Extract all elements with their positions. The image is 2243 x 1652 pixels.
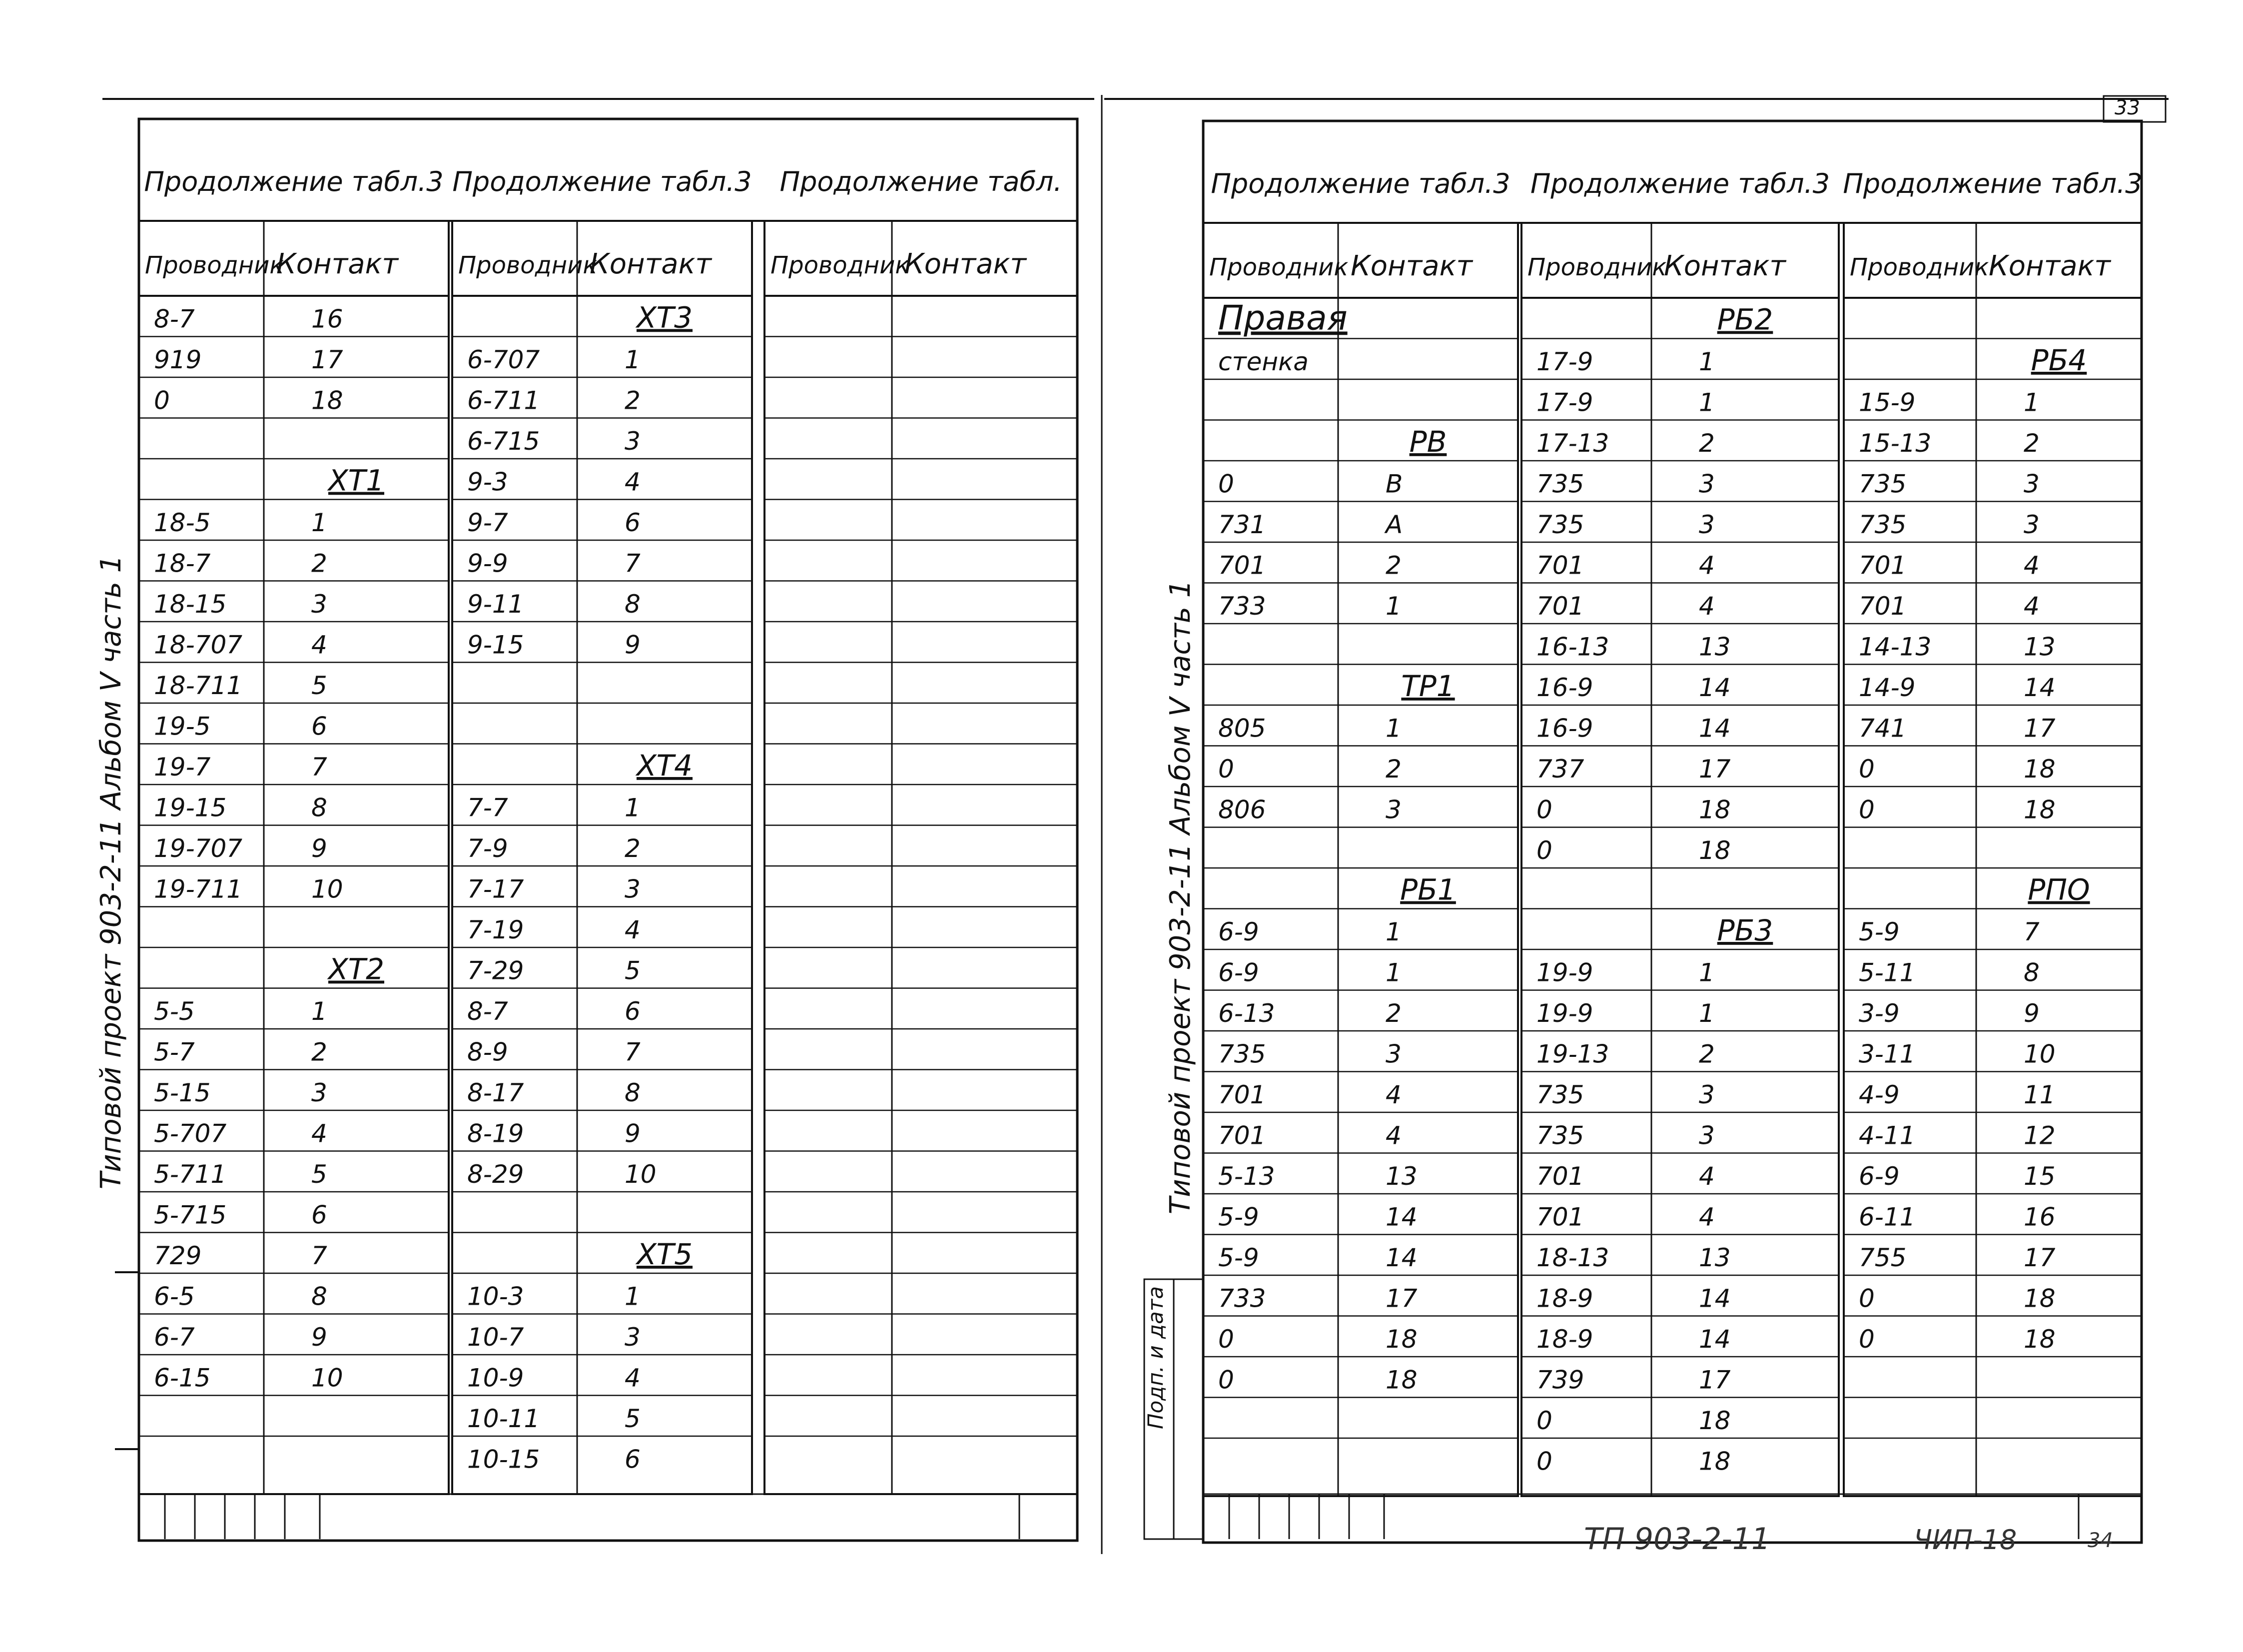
contact-cell: 3 <box>311 1078 327 1107</box>
conductor-cell: 19-7 <box>154 753 211 782</box>
contact-cell: 15 <box>2024 1162 2056 1191</box>
contact-cell: 2 <box>311 1037 327 1067</box>
contact-cell: 3 <box>2024 469 2040 499</box>
conductor-cell: 10-3 <box>467 1282 524 1311</box>
conductor-cell: 16-13 <box>1536 632 1609 662</box>
contact-cell: 3 <box>2024 510 2040 539</box>
contact-cell: 2 <box>1699 1039 1715 1069</box>
doc-code: ТП 903-2-11 <box>1584 1522 1771 1557</box>
contact-cell: 3 <box>1699 1121 1715 1150</box>
contact-cell: 18 <box>311 386 343 415</box>
contact-cell: 10 <box>311 1363 343 1393</box>
conductor-cell: 18-9 <box>1536 1325 1593 1354</box>
conductor-cell: 6-11 <box>1859 1202 1916 1232</box>
contact-cell: 17 <box>1386 1284 1418 1313</box>
contact-cell: 13 <box>1699 632 1731 662</box>
contact-cell: 17 <box>1699 1365 1731 1395</box>
conductor-cell: 6-5 <box>154 1282 195 1311</box>
conductor-cell: 19-9 <box>1536 999 1593 1028</box>
page-number: 33 <box>2115 96 2140 119</box>
conductor-cell: 17-9 <box>1536 388 1593 417</box>
left-table-2-title: Продолжение табл. <box>779 166 1062 197</box>
conductor-cell: 18-9 <box>1536 1284 1593 1313</box>
contact-cell: 18 <box>2024 1284 2056 1313</box>
right-table-2-header-contact: Контакт <box>1989 250 2111 282</box>
contact-cell: 17 <box>2024 714 2056 743</box>
conductor-cell: 5-5 <box>154 997 195 1026</box>
contact-cell: 7 <box>2024 917 2040 946</box>
contact-cell: 8 <box>311 793 327 823</box>
conductor-cell: 14-13 <box>1859 632 1932 662</box>
contact-cell: 3 <box>1699 469 1715 499</box>
conductor-cell: 7-29 <box>467 956 524 985</box>
contact-cell: 7 <box>311 1241 327 1270</box>
conductor-cell: 701 <box>1536 592 1584 621</box>
left-side-label-album: Альбом V часть 1 <box>95 555 127 810</box>
conductor-cell: 701 <box>1859 551 1907 580</box>
contact-cell: 4 <box>2024 551 2040 580</box>
contact-cell: 2 <box>625 834 641 863</box>
contact-cell: 9 <box>2024 999 2040 1028</box>
conductor-cell: Правая <box>1218 298 1348 338</box>
right-table-2-title: Продолжение табл.3 <box>1843 168 2143 199</box>
left-table-1-title: Продолжение табл.3 <box>452 166 752 197</box>
contact-cell: 1 <box>311 997 327 1026</box>
contact-cell: 18 <box>1699 1406 1731 1435</box>
conductor-cell: 701 <box>1859 592 1907 621</box>
contact-cell: 8 <box>625 1078 641 1107</box>
contact-cell: 2 <box>1386 755 1402 784</box>
contact-cell: 2 <box>2024 429 2040 458</box>
conductor-cell: 5-15 <box>154 1078 211 1107</box>
conductor-cell: 8-7 <box>154 304 195 334</box>
conductor-cell: 0 <box>154 386 170 415</box>
conductor-cell: 18-7 <box>154 549 211 578</box>
conductor-cell: 741 <box>1859 714 1907 743</box>
left-table-1-header-conductor: Проводник <box>458 251 598 279</box>
contact-cell: 9 <box>311 834 327 863</box>
contact-cell: 1 <box>625 793 641 823</box>
conductor-cell: 735 <box>1859 469 1907 499</box>
contact-cell: 10 <box>311 874 343 904</box>
contact-cell: 3 <box>1699 1080 1715 1109</box>
left-table-2-header-conductor: Проводник <box>770 251 910 279</box>
contact-cell: 4 <box>1699 1202 1715 1232</box>
contact-cell: 4 <box>1699 551 1715 580</box>
conductor-cell: 701 <box>1218 551 1266 580</box>
conductor-cell: 9-7 <box>467 508 508 537</box>
left-table-0-header-conductor: Проводник <box>145 251 284 279</box>
contact-cell: 7 <box>625 549 641 578</box>
right-table-1-header-conductor: Проводник <box>1527 253 1667 281</box>
contact-cell: 4 <box>2024 592 2040 621</box>
conductor-cell: 7-19 <box>467 915 524 944</box>
conductor-cell: 806 <box>1218 795 1266 825</box>
contact-cell: 17 <box>1699 755 1731 784</box>
contact-cell: 7 <box>311 753 327 782</box>
contact-cell: 2 <box>311 549 327 578</box>
conductor-cell: 0 <box>1218 1325 1234 1354</box>
contact-cell: 2 <box>1386 551 1402 580</box>
right-table-0-header-contact: Контакт <box>1351 250 1473 282</box>
contact-cell: 18 <box>1699 1447 1731 1476</box>
conductor-cell: 10-9 <box>467 1363 524 1393</box>
conductor-cell: 6-9 <box>1859 1162 1900 1191</box>
conductor-cell: 5-11 <box>1859 958 1916 987</box>
contact-cell: 1 <box>1699 347 1715 376</box>
conductor-cell: 701 <box>1536 551 1584 580</box>
conductor-cell: 735 <box>1218 1039 1266 1069</box>
block-label: РВ <box>1409 425 1447 459</box>
contact-cell: 14 <box>1699 1325 1731 1354</box>
contact-cell: 9 <box>311 1323 327 1352</box>
block-label: ТР1 <box>1401 669 1455 703</box>
conductor-cell: 18-711 <box>154 671 243 700</box>
conductor-cell: 8-17 <box>467 1078 524 1107</box>
block-label: ХТ1 <box>328 463 385 498</box>
contact-cell: А <box>1386 510 1403 539</box>
right-table-1-title: Продолжение табл.3 <box>1530 168 1830 199</box>
contact-cell: 18 <box>2024 1325 2056 1354</box>
conductor-cell: 19-15 <box>154 793 227 823</box>
contact-cell: 13 <box>2024 632 2056 662</box>
contact-cell: 13 <box>1386 1162 1418 1191</box>
contact-cell: 6 <box>625 1445 641 1474</box>
block-label: ХТ3 <box>636 300 693 335</box>
conductor-cell: 18-15 <box>154 590 227 619</box>
contact-cell: 6 <box>311 1200 327 1230</box>
contact-cell: 6 <box>625 508 641 537</box>
contact-cell: 4 <box>311 1119 327 1148</box>
conductor-cell: 17-9 <box>1536 347 1593 376</box>
conductor-cell: 735 <box>1536 469 1584 499</box>
conductor-cell: 0 <box>1859 1325 1875 1354</box>
contact-cell: 14 <box>1699 714 1731 743</box>
conductor-cell: 18-707 <box>154 630 243 660</box>
conductor-cell: 6-15 <box>154 1363 211 1393</box>
right-table-0-header-conductor: Проводник <box>1209 253 1349 281</box>
contact-cell: 10 <box>625 1160 657 1189</box>
contact-cell: 14 <box>1386 1202 1418 1232</box>
contact-cell: 18 <box>1699 795 1731 825</box>
contact-cell: 14 <box>2024 673 2056 702</box>
contact-cell: 4 <box>1699 592 1715 621</box>
conductor-cell: 701 <box>1218 1080 1266 1109</box>
conductor-cell: 735 <box>1536 1121 1584 1150</box>
conductor-cell: 737 <box>1536 755 1584 784</box>
left-table-2-box <box>764 221 1077 1494</box>
conductor-cell: 735 <box>1536 510 1584 539</box>
conductor-cell: стенка <box>1218 347 1309 376</box>
conductor-cell: 19-9 <box>1536 958 1593 987</box>
contact-cell: 1 <box>625 345 641 374</box>
contact-cell: 1 <box>311 508 327 537</box>
conductor-cell: 6-707 <box>467 345 540 374</box>
conductor-cell: 18-5 <box>154 508 211 537</box>
contact-cell: 3 <box>625 427 641 456</box>
conductor-cell: 739 <box>1536 1365 1584 1395</box>
contact-cell: 1 <box>625 1282 641 1311</box>
contact-cell: 1 <box>1699 999 1715 1028</box>
conductor-cell: 17-13 <box>1536 429 1609 458</box>
conductor-cell: 8-19 <box>467 1119 524 1148</box>
conductor-cell: 5-13 <box>1218 1162 1275 1191</box>
contact-cell: 5 <box>625 1404 641 1433</box>
block-label: РБ4 <box>2031 343 2087 377</box>
contact-cell: 17 <box>311 345 343 374</box>
conductor-cell: 7-7 <box>467 793 508 823</box>
contact-cell: 16 <box>2024 1202 2056 1232</box>
left-table-0-title: Продолжение табл.3 <box>144 166 444 197</box>
conductor-cell: 7-17 <box>467 874 524 904</box>
conductor-cell: 0 <box>1859 1284 1875 1313</box>
contact-cell: 4 <box>625 915 641 944</box>
conductor-cell: 6-7 <box>154 1323 195 1352</box>
contact-cell: 1 <box>1386 958 1402 987</box>
conductor-cell: 735 <box>1859 510 1907 539</box>
contact-cell: В <box>1386 469 1403 499</box>
conductor-cell: 6-715 <box>467 427 540 456</box>
conductor-cell: 5-715 <box>154 1200 227 1230</box>
left-table-2-header-contact: Контакт <box>904 248 1027 280</box>
conductor-cell: 9-9 <box>467 549 508 578</box>
contact-cell: 3 <box>1386 795 1402 825</box>
conductor-cell: 0 <box>1218 1365 1234 1395</box>
conductor-cell: 16-9 <box>1536 714 1593 743</box>
contact-cell: 3 <box>1699 510 1715 539</box>
conductor-cell: 5-711 <box>154 1160 227 1189</box>
block-label: ХТ2 <box>328 952 385 986</box>
conductor-cell: 5-707 <box>154 1119 227 1148</box>
right-table-2-header-conductor: Проводник <box>1850 253 1989 281</box>
right-table-1-header-contact: Контакт <box>1664 250 1786 282</box>
conductor-cell: 8-9 <box>467 1037 508 1067</box>
left-table-1-header-contact: Контакт <box>590 248 712 280</box>
contact-cell: 16 <box>311 304 343 334</box>
conductor-cell: 919 <box>154 345 202 374</box>
conductor-cell: 0 <box>1859 795 1875 825</box>
contact-cell: 3 <box>1386 1039 1402 1069</box>
conductor-cell: 7-9 <box>467 834 508 863</box>
conductor-cell: 0 <box>1218 755 1234 784</box>
contact-cell: 18 <box>1386 1325 1418 1354</box>
conductor-cell: 4-11 <box>1859 1121 1916 1150</box>
contact-cell: 2 <box>625 386 641 415</box>
contact-cell: 4 <box>625 1363 641 1393</box>
contact-cell: 3 <box>311 590 327 619</box>
left-frame <box>139 119 1077 1541</box>
contact-cell: 4 <box>1699 1162 1715 1191</box>
conductor-cell: 10-15 <box>467 1445 540 1474</box>
conductor-cell: 10-11 <box>467 1404 540 1433</box>
conductor-cell: 701 <box>1536 1202 1584 1232</box>
contact-cell: 5 <box>311 671 327 700</box>
contact-cell: 13 <box>1699 1243 1731 1272</box>
conductor-cell: 19-707 <box>154 834 243 863</box>
block-label: РБ1 <box>1400 872 1456 907</box>
contact-cell: 5 <box>625 956 641 985</box>
conductor-cell: 805 <box>1218 714 1266 743</box>
contact-cell: 1 <box>1386 917 1402 946</box>
conductor-cell: 3-9 <box>1859 999 1900 1028</box>
contact-cell: 4 <box>625 467 641 497</box>
contact-cell: 18 <box>1386 1365 1418 1395</box>
conductor-cell: 6-9 <box>1218 958 1259 987</box>
right-side-label: Типовой проект 903-2-11 Альбом V часть 1 <box>1164 580 1197 1214</box>
contact-cell: 12 <box>2024 1121 2056 1150</box>
contact-cell: 9 <box>625 1119 641 1148</box>
contact-cell: 8 <box>2024 958 2040 987</box>
conductor-cell: 0 <box>1536 836 1552 865</box>
conductor-cell: 0 <box>1218 469 1234 499</box>
conductor-cell: 9-11 <box>467 590 524 619</box>
contact-cell: 6 <box>311 712 327 741</box>
contact-cell: 4 <box>1386 1121 1402 1150</box>
conductor-cell: 15-9 <box>1859 388 1916 417</box>
conductor-cell: 8-7 <box>467 997 508 1026</box>
conductor-cell: 19-711 <box>154 874 243 904</box>
left-table-0-header-contact: Контакт <box>276 248 399 280</box>
conductor-cell: 701 <box>1536 1162 1584 1191</box>
conductor-cell: 9-3 <box>467 467 508 497</box>
contact-cell: 2 <box>1386 999 1402 1028</box>
conductor-cell: 15-13 <box>1859 429 1932 458</box>
contact-cell: 1 <box>1699 958 1715 987</box>
contact-cell: 1 <box>2024 388 2040 417</box>
conductor-cell: 0 <box>1536 1447 1552 1476</box>
conductor-cell: 19-13 <box>1536 1039 1609 1069</box>
contact-cell: 11 <box>2024 1080 2056 1109</box>
conductor-cell: 729 <box>154 1241 202 1270</box>
conductor-cell: 19-5 <box>154 712 211 741</box>
block-label: ХТ5 <box>636 1237 693 1271</box>
conductor-cell: 18-13 <box>1536 1243 1609 1272</box>
stamp-label: Подп. и дата <box>1143 1286 1168 1429</box>
conductor-cell: 8-29 <box>467 1160 524 1189</box>
sheet-code: ЧИП-18 <box>1914 1524 2017 1556</box>
conductor-cell: 6-9 <box>1218 917 1259 946</box>
conductor-cell: 735 <box>1536 1080 1584 1109</box>
contact-cell: 8 <box>625 590 641 619</box>
conductor-cell: 731 <box>1218 510 1266 539</box>
conductor-cell: 9-15 <box>467 630 524 660</box>
conductor-cell: 5-7 <box>154 1037 195 1067</box>
conductor-cell: 16-9 <box>1536 673 1593 702</box>
conductor-cell: 5-9 <box>1859 917 1900 946</box>
conductor-cell: 733 <box>1218 592 1266 621</box>
contact-cell: 4 <box>1386 1080 1402 1109</box>
contact-cell: 1 <box>1386 714 1402 743</box>
conductor-cell: 6-711 <box>467 386 540 415</box>
right-table-0-title: Продолжение табл.3 <box>1211 168 1510 199</box>
conductor-cell: 5-9 <box>1218 1202 1259 1232</box>
conductor-cell: 701 <box>1218 1121 1266 1150</box>
conductor-cell: 733 <box>1218 1284 1266 1313</box>
contact-cell: 4 <box>311 630 327 660</box>
contact-cell: 1 <box>1386 592 1402 621</box>
conductor-cell: 3-11 <box>1859 1039 1916 1069</box>
conductor-cell: 5-9 <box>1218 1243 1259 1272</box>
contact-cell: 3 <box>625 874 641 904</box>
contact-cell: 18 <box>2024 795 2056 825</box>
contact-cell: 17 <box>2024 1243 2056 1272</box>
block-label: РБ2 <box>1717 302 1773 337</box>
contact-cell: 9 <box>625 630 641 660</box>
contact-cell: 14 <box>1699 1284 1731 1313</box>
conductor-cell: 755 <box>1859 1243 1907 1272</box>
conductor-cell: 14-9 <box>1859 673 1916 702</box>
conductor-cell: 4-9 <box>1859 1080 1900 1109</box>
contact-cell: 8 <box>311 1282 327 1311</box>
contact-cell: 3 <box>625 1323 641 1352</box>
block-label: ХТ4 <box>636 749 693 783</box>
contact-cell: 14 <box>1386 1243 1418 1272</box>
left-side-label-project: Типовой проект 903-2-11 <box>95 818 127 1189</box>
contact-cell: 14 <box>1699 673 1731 702</box>
contact-cell: 5 <box>311 1160 327 1189</box>
conductor-cell: 0 <box>1536 795 1552 825</box>
conductor-cell: 0 <box>1859 755 1875 784</box>
conductor-cell: 0 <box>1536 1406 1552 1435</box>
contact-cell: 1 <box>1699 388 1715 417</box>
contact-cell: 10 <box>2024 1039 2056 1069</box>
contact-cell: 18 <box>1699 836 1731 865</box>
conductor-cell: 6-13 <box>1218 999 1275 1028</box>
conductor-cell: 10-7 <box>467 1323 524 1352</box>
contact-cell: 18 <box>2024 755 2056 784</box>
block-label: РБ3 <box>1717 913 1773 947</box>
sheet-number: 34 <box>2088 1529 2113 1552</box>
contact-cell: 6 <box>625 997 641 1026</box>
block-label: РПО <box>2028 872 2090 907</box>
contact-cell: 2 <box>1699 429 1715 458</box>
contact-cell: 7 <box>625 1037 641 1067</box>
